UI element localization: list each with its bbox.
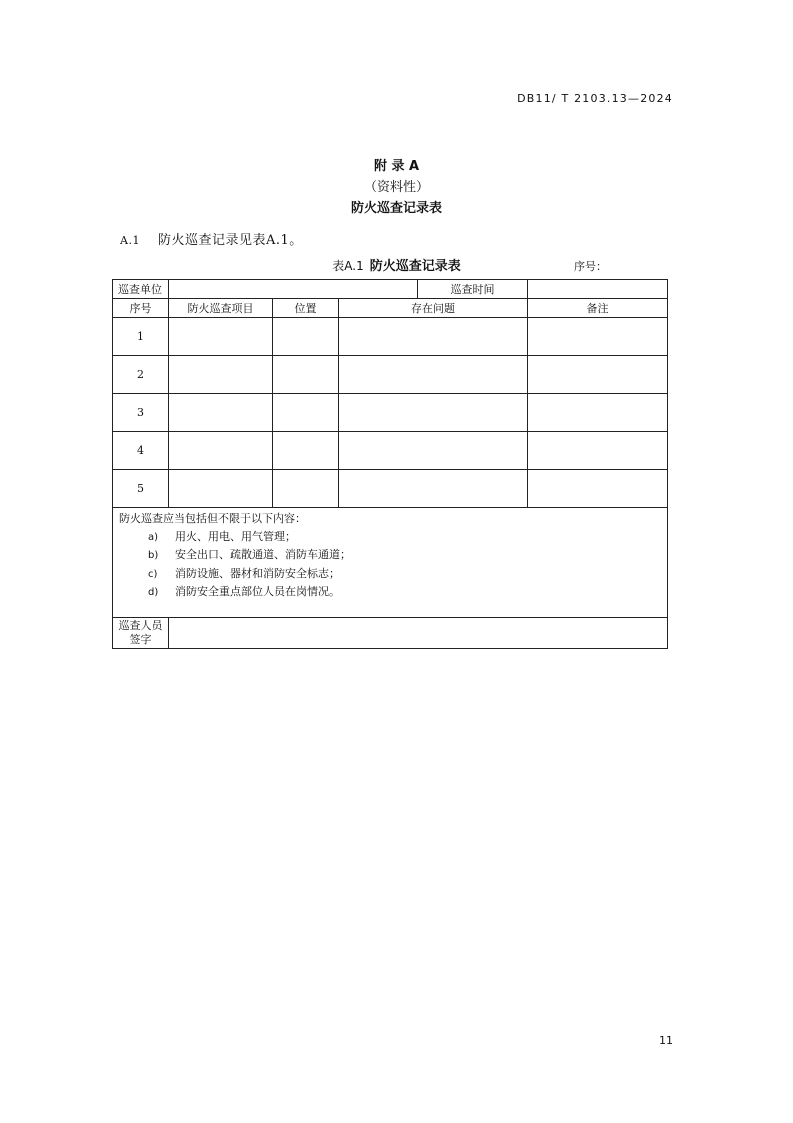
row-serial: 5 [113, 470, 169, 508]
note-mark: d) [148, 587, 159, 598]
appendix-heading [0, 156, 793, 219]
note-mark: b) [148, 550, 159, 561]
unit-and-time-cell [169, 280, 528, 299]
appendix-name: 防火巡查记录表 [350, 201, 442, 216]
signature-label-line2: 签字 [129, 633, 152, 646]
unit-label-cell [113, 280, 169, 299]
item-field[interactable] [169, 394, 273, 432]
note-item [119, 565, 661, 584]
remarks-field[interactable] [528, 470, 668, 508]
problem-field[interactable] [339, 318, 528, 356]
intro-paragraph [120, 229, 303, 248]
problem-field[interactable] [339, 356, 528, 394]
note-item [119, 583, 661, 602]
row-serial: 3 [113, 394, 169, 432]
header-location: 位置 [273, 299, 339, 318]
table-caption [0, 255, 793, 274]
header-serial: 序号 [113, 299, 169, 318]
table-caption-number: 表A.1 [332, 259, 364, 273]
row-serial: 1 [113, 318, 169, 356]
item-field[interactable] [169, 318, 273, 356]
table-row [113, 470, 668, 508]
note-item [119, 528, 661, 547]
appendix-title: 附 录 A [373, 159, 420, 174]
appendix-nature: （资料性） [363, 180, 429, 195]
remarks-field[interactable] [528, 432, 668, 470]
table-top-row [113, 280, 668, 299]
table-row [113, 318, 668, 356]
note-text: 用火、用电、用气管理； [175, 529, 296, 543]
note-text: 消防设施、器材和消防安全标志； [175, 566, 340, 580]
intro-text: 防火巡查记录见表A.1。 [158, 233, 303, 248]
location-field[interactable] [273, 356, 339, 394]
table-caption-title: 防火巡查记录表 [369, 259, 461, 274]
header-problem: 存在问题 [339, 299, 528, 318]
remarks-field[interactable] [528, 356, 668, 394]
problem-field[interactable] [339, 470, 528, 508]
item-field[interactable] [169, 356, 273, 394]
intro-number: A.1 [120, 234, 140, 247]
location-field[interactable] [273, 470, 339, 508]
location-field[interactable] [273, 432, 339, 470]
header-item: 防火巡查项目 [169, 299, 273, 318]
item-field[interactable] [169, 470, 273, 508]
note-mark: a) [148, 531, 159, 543]
signature-label-line1: 巡查人员 [118, 619, 163, 632]
row-serial: 2 [113, 356, 169, 394]
table-header-row [113, 299, 668, 318]
problem-field[interactable] [339, 394, 528, 432]
note-mark: c) [148, 568, 158, 580]
header-remarks: 备注 [528, 299, 668, 318]
table-row [113, 432, 668, 470]
page-number: 11 [659, 1034, 673, 1047]
location-field[interactable] [273, 394, 339, 432]
time-label: 巡查时间 [450, 283, 495, 296]
row-serial: 4 [113, 432, 169, 470]
remarks-field[interactable] [528, 394, 668, 432]
document-code: DB11/ T 2103.13—2024 [517, 92, 673, 105]
patrol-record-table [112, 279, 668, 649]
note-item [119, 546, 661, 565]
notes-intro: 防火巡查应当包括但不限于以下内容： [119, 512, 306, 525]
problem-field[interactable] [339, 432, 528, 470]
table-row [113, 394, 668, 432]
table-row [113, 356, 668, 394]
signature-row [113, 618, 668, 649]
time-value-field[interactable] [528, 280, 668, 299]
unit-value-field[interactable] [169, 280, 418, 298]
note-text: 消防安全重点部位人员在岗情况。 [175, 585, 340, 598]
signature-label [113, 618, 169, 649]
remarks-field[interactable] [528, 318, 668, 356]
notes-cell [113, 508, 668, 618]
serial-number-label: 序号： [574, 260, 607, 273]
notes-row [113, 508, 668, 618]
signature-field[interactable] [169, 618, 668, 649]
unit-label: 巡查单位 [118, 283, 162, 296]
location-field[interactable] [273, 318, 339, 356]
item-field[interactable] [169, 432, 273, 470]
note-text: 安全出口、疏散通道、消防车通道； [175, 548, 351, 561]
